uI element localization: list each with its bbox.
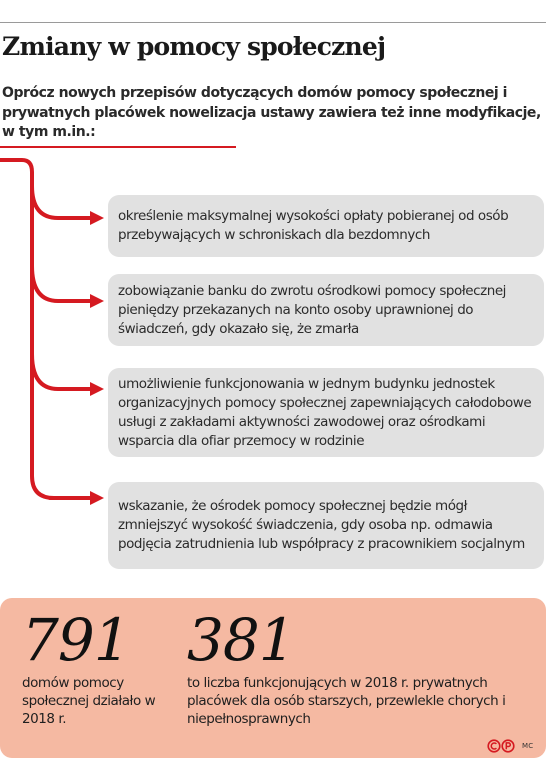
stat-description: to liczba funkcjonujących w 2018 r. prywatnych placówek dla osób starszych, przewlekle chorych i niepełnosprawnych xyxy=(187,675,506,727)
copyright-logo-icon xyxy=(487,739,517,753)
stat-number: 791 xyxy=(22,606,130,674)
connector-branch-1 xyxy=(32,186,92,218)
arrow-head-1 xyxy=(90,211,104,225)
list-item-text: określenie maksymalnej wysokości opłaty pobieranej od osób przebywających w schroniskach dla bezdomnych xyxy=(118,208,509,243)
list-item xyxy=(108,274,544,346)
connector-branch-3 xyxy=(32,354,92,389)
arrow-head-2 xyxy=(90,294,104,308)
connector-branch-2 xyxy=(32,266,92,301)
stats-panel xyxy=(0,598,546,758)
list-item-text: wskazanie, że ośrodek pomocy społecznej będzie mógł zmniejszyć wysokość świadczenia, gdy osoba np. odmawia podjęcia zatrudnienia lub współpracy z pracownikiem socjalnym xyxy=(118,498,525,552)
list-item xyxy=(108,195,544,257)
arrow-head-3 xyxy=(90,382,104,396)
page-title: Zmiany w pomocy społecznej xyxy=(2,32,386,61)
stat-description: domów pomocy społecznej działało w 2018 r. xyxy=(22,675,156,727)
list-item-text: zobowiązanie banku do zwrotu ośrodkowi pomocy społecznej pieniędzy przekazanych na konto osoby uprawnionej do świadczeń, gdy okazało się, że zmarła xyxy=(118,282,506,337)
arrow-head-4 xyxy=(90,491,104,505)
list-item xyxy=(108,482,544,569)
author-credit: MC xyxy=(522,742,534,750)
list-item xyxy=(108,368,544,457)
stat-number: 381 xyxy=(187,606,295,674)
intro-text: Oprócz nowych przepisów dotyczących domów pomocy społecznej i prywatnych placówek nowelizacja ustawy zawiera też inne modyfikacje, w tym m.in.: xyxy=(2,85,541,140)
connector-trunk xyxy=(0,160,54,498)
list-item-text: umożliwienie funkcjonowania w jednym budynku jednostek organizacyjnych pomocy społecznej zapewniających całodobowe usługi z zakładami aktywności zawodowej oraz ośrodkami wsparcia dla ofiar przemocy w rodzinie xyxy=(118,375,532,449)
